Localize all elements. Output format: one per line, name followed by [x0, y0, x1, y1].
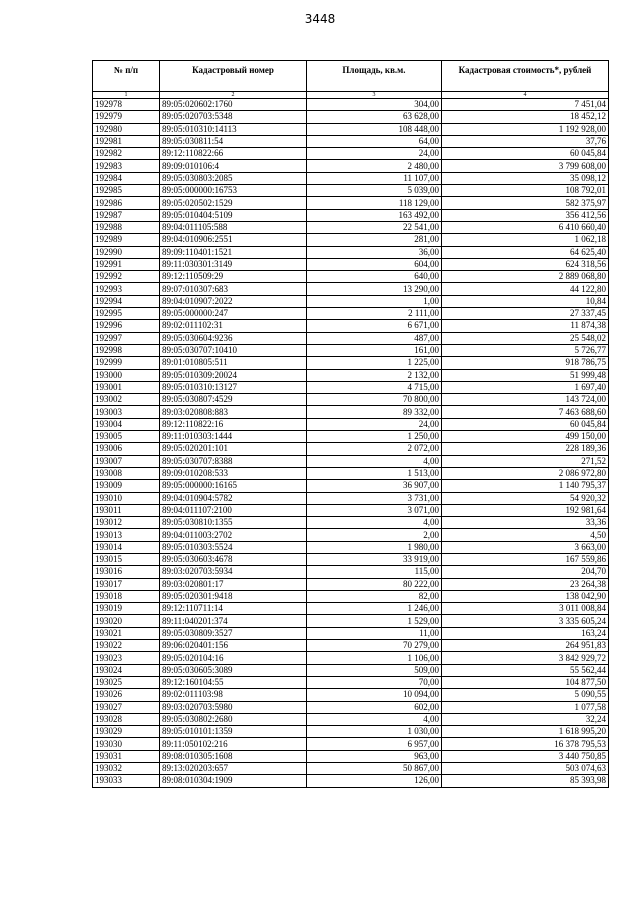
row-number-cell: 192994 — [93, 295, 160, 307]
row-number-cell: 193025 — [93, 676, 160, 688]
row-number-cell: 192986 — [93, 197, 160, 209]
cadastral-number-cell: 89:05:030807:4529 — [160, 394, 307, 406]
area-cell: 64,00 — [307, 135, 442, 147]
cadastral-number-cell: 89:09:010106:4 — [160, 160, 307, 172]
area-cell: 4 715,00 — [307, 381, 442, 393]
cadastral-number-cell: 89:03:020703:5934 — [160, 566, 307, 578]
table-row — [93, 271, 609, 283]
table-row — [93, 590, 609, 602]
row-number-cell: 192999 — [93, 357, 160, 369]
table-row — [93, 123, 609, 135]
table-row — [93, 320, 609, 332]
table-row — [93, 148, 609, 160]
cadastral-number-cell: 89:04:011107:2100 — [160, 504, 307, 516]
table-row — [93, 517, 609, 529]
cadastral-number-cell: 89:11:050102:216 — [160, 738, 307, 750]
row-number-cell: 193014 — [93, 541, 160, 553]
area-cell: 82,00 — [307, 590, 442, 602]
row-number-cell: 192984 — [93, 172, 160, 184]
header-area: Площадь, кв.м. — [307, 61, 442, 92]
cadastral-number-cell: 89:11:010303:1444 — [160, 431, 307, 443]
cadastral-number-cell: 89:05:010309:20024 — [160, 369, 307, 381]
area-cell: 509,00 — [307, 664, 442, 676]
area-cell: 36 907,00 — [307, 480, 442, 492]
row-number-cell: 192988 — [93, 221, 160, 233]
row-number-cell: 193019 — [93, 603, 160, 615]
table-row — [93, 640, 609, 652]
area-cell: 1,00 — [307, 295, 442, 307]
area-cell: 80 222,00 — [307, 578, 442, 590]
row-number-cell: 193008 — [93, 467, 160, 479]
area-cell: 161,00 — [307, 344, 442, 356]
cadastral-number-cell: 89:04:010904:5782 — [160, 492, 307, 504]
row-number-cell: 193006 — [93, 443, 160, 455]
cadastral-value-cell: 25 548,02 — [442, 332, 609, 344]
area-cell: 2,00 — [307, 529, 442, 541]
area-cell: 22 541,00 — [307, 221, 442, 233]
table-row — [93, 553, 609, 565]
row-number-cell: 193018 — [93, 590, 160, 602]
area-cell: 24,00 — [307, 148, 442, 160]
area-cell: 3 731,00 — [307, 492, 442, 504]
area-cell: 1 529,00 — [307, 615, 442, 627]
row-number-cell: 192978 — [93, 99, 160, 111]
row-number-cell: 193023 — [93, 652, 160, 664]
row-number-cell: 193032 — [93, 763, 160, 775]
cadastral-number-cell: 89:13:020203:657 — [160, 763, 307, 775]
table-row — [93, 394, 609, 406]
table-row — [93, 492, 609, 504]
table-row — [93, 504, 609, 516]
area-cell: 108 448,00 — [307, 123, 442, 135]
cadastral-value-cell: 264 951,83 — [442, 640, 609, 652]
row-number-cell: 193026 — [93, 689, 160, 701]
row-number-cell: 192987 — [93, 209, 160, 221]
table-row — [93, 652, 609, 664]
table-body — [93, 99, 609, 788]
row-number-cell: 192998 — [93, 344, 160, 356]
area-cell: 10 094,00 — [307, 689, 442, 701]
area-cell: 1 030,00 — [307, 726, 442, 738]
cadastral-number-cell: 89:05:010101:1359 — [160, 726, 307, 738]
table-row — [93, 443, 609, 455]
row-number-cell: 193009 — [93, 480, 160, 492]
table-row — [93, 750, 609, 762]
cadastral-value-cell: 1 062,18 — [442, 234, 609, 246]
table-row — [93, 172, 609, 184]
header-cadastral-number: Кадастровый номер — [160, 61, 307, 92]
area-cell: 4,00 — [307, 517, 442, 529]
cadastral-value-cell: 624 318,56 — [442, 258, 609, 270]
cadastral-value-cell: 60 045,84 — [442, 418, 609, 430]
cadastral-number-cell: 89:04:010906:2551 — [160, 234, 307, 246]
cadastral-number-cell: 89:05:030802:2680 — [160, 713, 307, 725]
row-number-cell: 193020 — [93, 615, 160, 627]
cadastral-value-cell: 204,70 — [442, 566, 609, 578]
cadastral-value-cell: 1 077,58 — [442, 701, 609, 713]
header-cadastral-value: Кадастровая стоимость*, рублей — [442, 61, 609, 92]
cadastral-value-cell: 85 393,98 — [442, 775, 609, 787]
table-row — [93, 99, 609, 111]
area-cell: 24,00 — [307, 418, 442, 430]
row-number-cell: 192996 — [93, 320, 160, 332]
column-number: 1 — [93, 92, 160, 99]
area-cell: 70,00 — [307, 676, 442, 688]
table-row — [93, 135, 609, 147]
row-number-cell: 193027 — [93, 701, 160, 713]
cadastral-number-cell: 89:09:010208:533 — [160, 467, 307, 479]
cadastral-number-cell: 89:05:020104:16 — [160, 652, 307, 664]
cadastral-value-cell: 33,36 — [442, 517, 609, 529]
table-row — [93, 763, 609, 775]
cadastral-number-cell: 89:08:010305:1608 — [160, 750, 307, 762]
cadastral-value-cell: 51 999,48 — [442, 369, 609, 381]
row-number-cell: 192989 — [93, 234, 160, 246]
area-cell: 1 980,00 — [307, 541, 442, 553]
table-row — [93, 467, 609, 479]
cadastral-number-cell: 89:12:160104:55 — [160, 676, 307, 688]
area-cell: 2 072,00 — [307, 443, 442, 455]
cadastral-number-cell: 89:11:030301:3149 — [160, 258, 307, 270]
table-row — [93, 160, 609, 172]
cadastral-number-cell: 89:05:000000:16165 — [160, 480, 307, 492]
cadastral-value-cell: 499 150,00 — [442, 431, 609, 443]
area-cell: 2 111,00 — [307, 308, 442, 320]
area-cell: 50 867,00 — [307, 763, 442, 775]
cadastral-value-cell: 27 337,45 — [442, 308, 609, 320]
row-number-cell: 192995 — [93, 308, 160, 320]
area-cell: 70 800,00 — [307, 394, 442, 406]
row-number-cell: 192981 — [93, 135, 160, 147]
cadastral-number-cell: 89:05:030810:1355 — [160, 517, 307, 529]
cadastral-value-cell: 4,50 — [442, 529, 609, 541]
area-cell: 604,00 — [307, 258, 442, 270]
area-cell: 36,00 — [307, 246, 442, 258]
cadastral-number-cell: 89:05:010404:5109 — [160, 209, 307, 221]
area-cell: 1 225,00 — [307, 357, 442, 369]
area-cell: 70 279,00 — [307, 640, 442, 652]
area-cell: 2 480,00 — [307, 160, 442, 172]
cadastral-value-cell: 1 697,40 — [442, 381, 609, 393]
row-number-cell: 193010 — [93, 492, 160, 504]
table-row — [93, 246, 609, 258]
cadastral-number-cell: 89:05:010310:14113 — [160, 123, 307, 135]
row-number-cell: 192985 — [93, 185, 160, 197]
cadastral-value-cell: 1 192 928,00 — [442, 123, 609, 135]
table-row — [93, 406, 609, 418]
table-row — [93, 197, 609, 209]
cadastral-value-cell: 3 842 929,72 — [442, 652, 609, 664]
table-row — [93, 209, 609, 221]
area-cell: 1 513,00 — [307, 467, 442, 479]
area-cell: 6 957,00 — [307, 738, 442, 750]
cadastral-number-cell: 89:05:000000:247 — [160, 308, 307, 320]
row-number-cell: 192990 — [93, 246, 160, 258]
row-number-cell: 193033 — [93, 775, 160, 787]
row-number-cell: 193030 — [93, 738, 160, 750]
table-row — [93, 234, 609, 246]
area-cell: 4,00 — [307, 713, 442, 725]
area-cell: 118 129,00 — [307, 197, 442, 209]
row-number-cell: 193016 — [93, 566, 160, 578]
cadastral-number-cell: 89:07:010307:683 — [160, 283, 307, 295]
row-number-cell: 193002 — [93, 394, 160, 406]
row-number-cell: 193029 — [93, 726, 160, 738]
cadastral-number-cell: 89:08:010304:1909 — [160, 775, 307, 787]
cadastral-number-cell: 89:12:110509:29 — [160, 271, 307, 283]
table-row — [93, 344, 609, 356]
cadastral-value-cell: 3 663,00 — [442, 541, 609, 553]
table-row — [93, 455, 609, 467]
table-row — [93, 258, 609, 270]
area-cell: 6 671,00 — [307, 320, 442, 332]
cadastral-value-cell: 7 451,04 — [442, 99, 609, 111]
table-row — [93, 308, 609, 320]
cadastral-value-cell: 503 074,63 — [442, 763, 609, 775]
cadastral-value-cell: 3 799 608,00 — [442, 160, 609, 172]
area-cell: 11 107,00 — [307, 172, 442, 184]
area-cell: 63 628,00 — [307, 111, 442, 123]
cadastral-value-cell: 143 724,00 — [442, 394, 609, 406]
cadastral-value-cell: 54 920,32 — [442, 492, 609, 504]
row-number-cell: 193003 — [93, 406, 160, 418]
cadastral-value-cell: 228 189,36 — [442, 443, 609, 455]
cadastral-number-cell: 89:05:030803:2085 — [160, 172, 307, 184]
cadastral-value-cell: 167 559,86 — [442, 553, 609, 565]
row-number-cell: 192992 — [93, 271, 160, 283]
table-row — [93, 701, 609, 713]
cadastral-value-cell: 55 562,44 — [442, 664, 609, 676]
row-number-cell: 193015 — [93, 553, 160, 565]
row-number-cell: 192993 — [93, 283, 160, 295]
cadastral-number-cell: 89:12:110711:14 — [160, 603, 307, 615]
area-cell: 163 492,00 — [307, 209, 442, 221]
cadastral-number-cell: 89:02:011102:31 — [160, 320, 307, 332]
table-row — [93, 676, 609, 688]
cadastral-value-cell: 18 452,12 — [442, 111, 609, 123]
cadastral-number-cell: 89:05:030809:3527 — [160, 627, 307, 639]
row-number-cell: 193005 — [93, 431, 160, 443]
row-number-cell: 193004 — [93, 418, 160, 430]
cadastral-value-cell: 16 378 795,53 — [442, 738, 609, 750]
cadastral-number-cell: 89:04:010907:2022 — [160, 295, 307, 307]
area-cell: 33 919,00 — [307, 553, 442, 565]
column-number-row — [93, 92, 609, 99]
table-row — [93, 295, 609, 307]
area-cell: 13 290,00 — [307, 283, 442, 295]
cadastral-number-cell: 89:12:110822:16 — [160, 418, 307, 430]
table-row — [93, 713, 609, 725]
table-row — [93, 689, 609, 701]
cadastral-value-cell: 37,76 — [442, 135, 609, 147]
cadastral-value-cell: 11 874,38 — [442, 320, 609, 332]
area-cell: 4,00 — [307, 455, 442, 467]
row-number-cell: 193000 — [93, 369, 160, 381]
cadastral-number-cell: 89:04:011003:2702 — [160, 529, 307, 541]
cadastral-number-cell: 89:05:030604:9236 — [160, 332, 307, 344]
row-number-cell: 192997 — [93, 332, 160, 344]
row-number-cell: 192991 — [93, 258, 160, 270]
table-row — [93, 111, 609, 123]
row-number-cell: 193024 — [93, 664, 160, 676]
cadastral-value-cell: 2 889 068,80 — [442, 271, 609, 283]
area-cell: 11,00 — [307, 627, 442, 639]
cadastral-value-cell: 2 086 972,80 — [442, 467, 609, 479]
table-row — [93, 332, 609, 344]
cadastral-number-cell: 89:11:040201:374 — [160, 615, 307, 627]
cadastral-value-cell: 104 877,50 — [442, 676, 609, 688]
cadastral-value-cell: 3 335 605,24 — [442, 615, 609, 627]
cadastral-value-cell: 6 410 660,40 — [442, 221, 609, 233]
area-cell: 115,00 — [307, 566, 442, 578]
cadastral-value-cell: 7 463 688,60 — [442, 406, 609, 418]
table-row — [93, 283, 609, 295]
cadastral-value-cell: 3 440 750,85 — [442, 750, 609, 762]
cadastral-number-cell: 89:05:010310:13127 — [160, 381, 307, 393]
area-cell: 89 332,00 — [307, 406, 442, 418]
page-number: 3448 — [304, 12, 336, 26]
cadastral-value-cell: 356 412,56 — [442, 209, 609, 221]
cadastral-value-cell: 138 042,90 — [442, 590, 609, 602]
cadastral-value-cell: 163,24 — [442, 627, 609, 639]
column-number: 3 — [307, 92, 442, 99]
cadastral-value-cell: 64 625,40 — [442, 246, 609, 258]
table-row — [93, 185, 609, 197]
row-number-cell: 193022 — [93, 640, 160, 652]
row-number-cell: 192979 — [93, 111, 160, 123]
cadastral-value-cell: 5 726,77 — [442, 344, 609, 356]
cadastral-value-cell: 32,24 — [442, 713, 609, 725]
column-number: 4 — [442, 92, 609, 99]
area-cell: 3 071,00 — [307, 504, 442, 516]
table-row — [93, 603, 609, 615]
area-cell: 602,00 — [307, 701, 442, 713]
cadastral-number-cell: 89:05:020703:5348 — [160, 111, 307, 123]
cadastral-number-cell: 89:05:030707:10410 — [160, 344, 307, 356]
cadastral-number-cell: 89:05:020502:1529 — [160, 197, 307, 209]
row-number-cell: 193013 — [93, 529, 160, 541]
cadastral-value-cell: 1 140 795,37 — [442, 480, 609, 492]
cadastral-value-cell: 10,84 — [442, 295, 609, 307]
area-cell: 281,00 — [307, 234, 442, 246]
area-cell: 1 250,00 — [307, 431, 442, 443]
area-cell: 640,00 — [307, 271, 442, 283]
table-row — [93, 627, 609, 639]
table-row — [93, 381, 609, 393]
header-row — [93, 61, 609, 92]
cadastral-number-cell: 89:05:020301:9418 — [160, 590, 307, 602]
table-row — [93, 221, 609, 233]
cadastral-value-cell: 60 045,84 — [442, 148, 609, 160]
row-number-cell: 193028 — [93, 713, 160, 725]
area-cell: 487,00 — [307, 332, 442, 344]
cadastral-value-cell: 23 264,38 — [442, 578, 609, 590]
cadastral-table — [92, 60, 609, 788]
cadastral-value-cell: 3 011 008,84 — [442, 603, 609, 615]
area-cell: 2 132,00 — [307, 369, 442, 381]
row-number-cell: 192983 — [93, 160, 160, 172]
cadastral-value-cell: 271,52 — [442, 455, 609, 467]
cadastral-number-cell: 89:05:020602:1760 — [160, 99, 307, 111]
row-number-cell: 192980 — [93, 123, 160, 135]
cadastral-number-cell: 89:09:110401:1521 — [160, 246, 307, 258]
cadastral-number-cell: 89:05:030707:8388 — [160, 455, 307, 467]
cadastral-value-cell: 44 122,80 — [442, 283, 609, 295]
cadastral-number-cell: 89:05:030811:54 — [160, 135, 307, 147]
header-number: № п/п — [93, 61, 160, 92]
cadastral-value-cell: 192 981,64 — [442, 504, 609, 516]
cadastral-number-cell: 89:02:011103:98 — [160, 689, 307, 701]
table-row — [93, 775, 609, 787]
cadastral-number-cell: 89:03:020801:17 — [160, 578, 307, 590]
row-number-cell: 193031 — [93, 750, 160, 762]
table-row — [93, 541, 609, 553]
table-row — [93, 357, 609, 369]
table-row — [93, 664, 609, 676]
area-cell: 1 106,00 — [307, 652, 442, 664]
row-number-cell: 192982 — [93, 148, 160, 160]
row-number-cell: 193001 — [93, 381, 160, 393]
table-row — [93, 738, 609, 750]
table-row — [93, 369, 609, 381]
cadastral-value-cell: 918 786,75 — [442, 357, 609, 369]
cadastral-number-cell: 89:05:000000:16753 — [160, 185, 307, 197]
table-row — [93, 726, 609, 738]
table-row — [93, 566, 609, 578]
table-row — [93, 529, 609, 541]
row-number-cell: 193017 — [93, 578, 160, 590]
cadastral-number-cell: 89:03:020808:883 — [160, 406, 307, 418]
cadastral-number-cell: 89:04:011105:588 — [160, 221, 307, 233]
row-number-cell: 193011 — [93, 504, 160, 516]
area-cell: 963,00 — [307, 750, 442, 762]
area-cell: 1 246,00 — [307, 603, 442, 615]
area-cell: 304,00 — [307, 99, 442, 111]
cadastral-number-cell: 89:05:010303:5524 — [160, 541, 307, 553]
cadastral-number-cell: 89:05:030603:4678 — [160, 553, 307, 565]
table-row — [93, 480, 609, 492]
table-row — [93, 615, 609, 627]
cadastral-number-cell: 89:05:030605:3089 — [160, 664, 307, 676]
row-number-cell: 193007 — [93, 455, 160, 467]
table-row — [93, 418, 609, 430]
cadastral-number-cell: 89:12:110822:66 — [160, 148, 307, 160]
column-number: 2 — [160, 92, 307, 99]
cadastral-value-cell: 582 375,97 — [442, 197, 609, 209]
cadastral-value-cell: 5 090,55 — [442, 689, 609, 701]
cadastral-value-cell: 35 098,12 — [442, 172, 609, 184]
table-row — [93, 431, 609, 443]
row-number-cell: 193021 — [93, 627, 160, 639]
table-row — [93, 578, 609, 590]
cadastral-number-cell: 89:01:010805:511 — [160, 357, 307, 369]
cadastral-number-cell: 89:06:020401:156 — [160, 640, 307, 652]
area-cell: 5 039,00 — [307, 185, 442, 197]
cadastral-value-cell: 1 618 995,20 — [442, 726, 609, 738]
area-cell: 126,00 — [307, 775, 442, 787]
cadastral-value-cell: 108 792,01 — [442, 185, 609, 197]
row-number-cell: 193012 — [93, 517, 160, 529]
cadastral-number-cell: 89:03:020703:5980 — [160, 701, 307, 713]
cadastral-number-cell: 89:05:020201:101 — [160, 443, 307, 455]
